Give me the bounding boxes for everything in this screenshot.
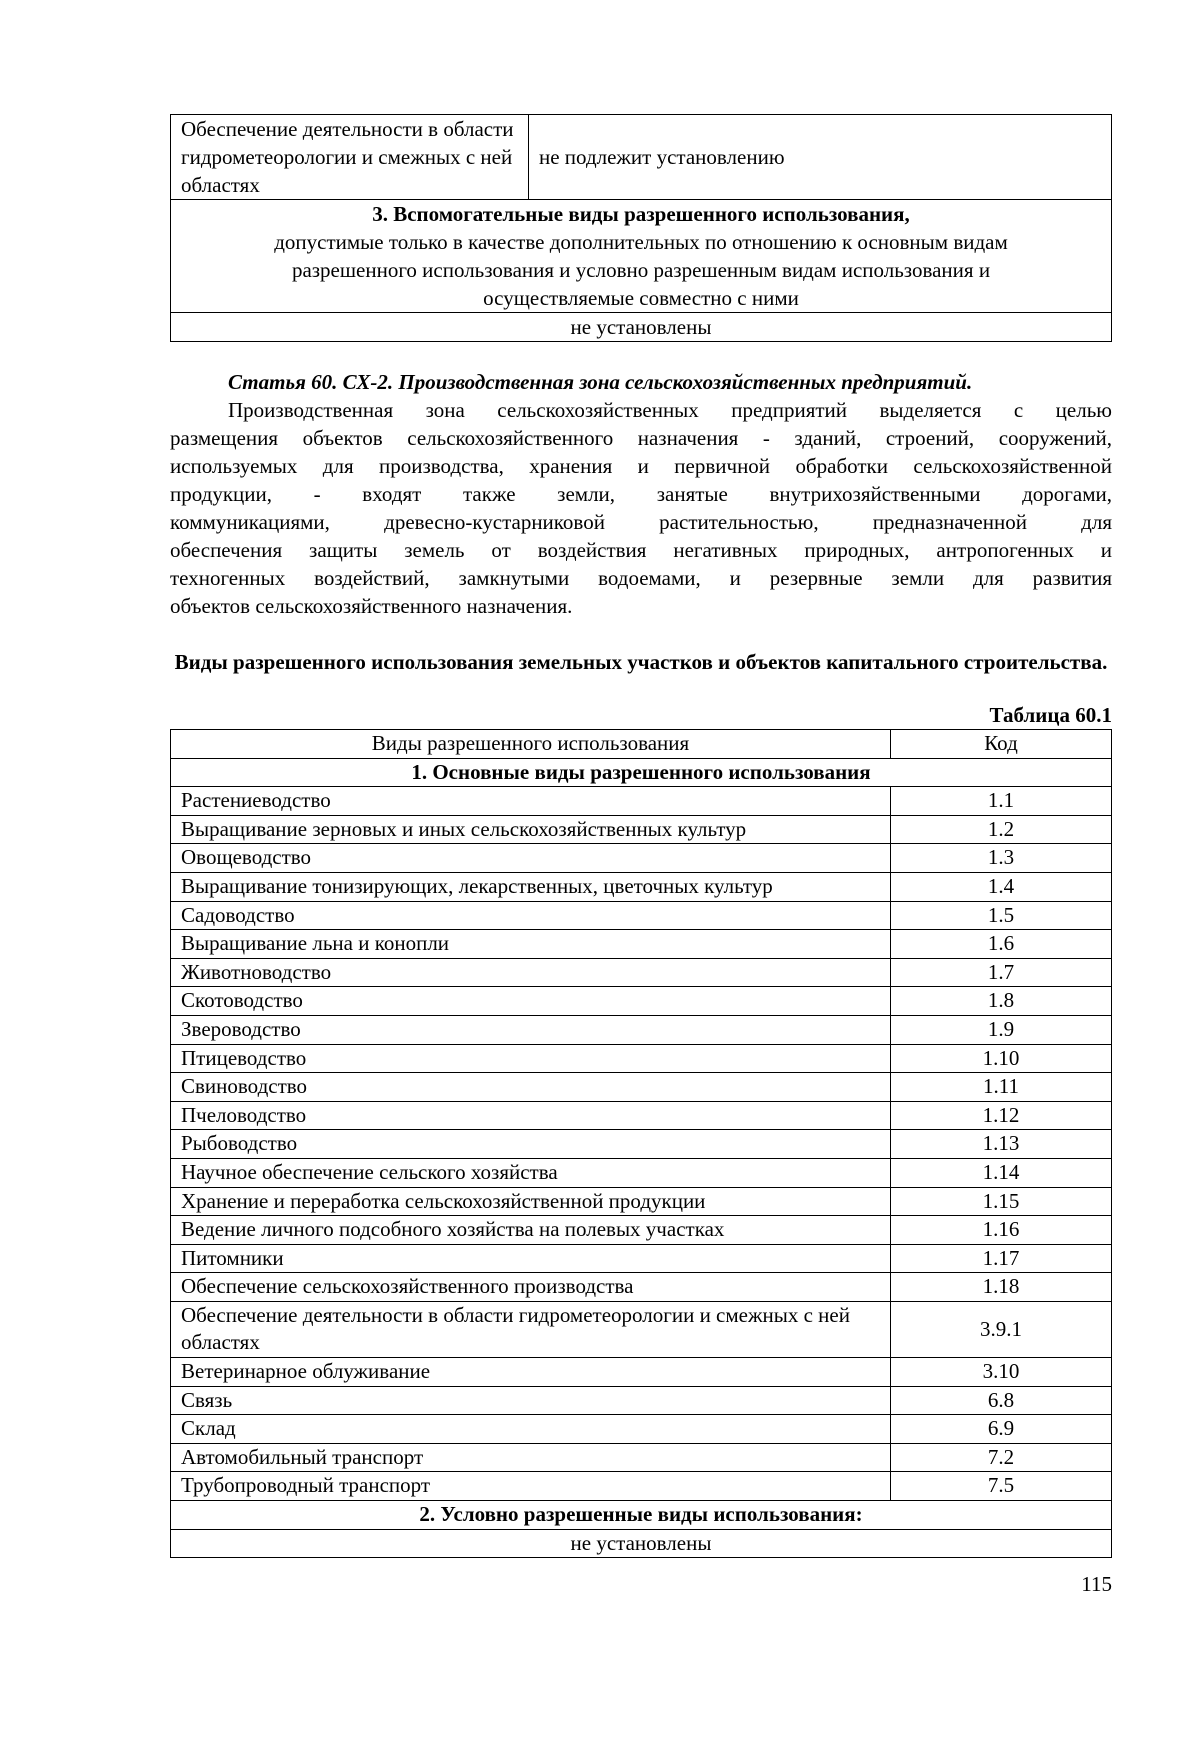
use-code: 6.8 xyxy=(891,1386,1112,1415)
table-row xyxy=(171,1216,1112,1245)
table-row xyxy=(171,1044,1112,1073)
use-name: Научное обеспечение сельского хозяйства xyxy=(171,1158,891,1187)
use-name: Ведение личного подсобного хозяйства на полевых участках xyxy=(171,1216,891,1245)
use-name: Ветеринарное облуживание xyxy=(171,1358,891,1387)
table-row xyxy=(171,987,1112,1016)
use-name: Овощеводство xyxy=(171,844,891,873)
paragraph-line: коммуникациями, древесно-кустарниковой растительностью, предназначенной для xyxy=(170,510,1112,534)
use-name: Обеспечение сельскохозяйственного производства xyxy=(171,1273,891,1302)
paragraph-line: размещения объектов сельскохозяйственного назначения - зданий, строений, сооружений, xyxy=(170,426,1112,450)
use-code: 1.16 xyxy=(891,1216,1112,1245)
use-name: Трубопроводный транспорт xyxy=(171,1472,891,1501)
section2-value: не установлены xyxy=(171,1529,1112,1558)
use-code: 1.5 xyxy=(891,901,1112,930)
use-code: 1.12 xyxy=(891,1101,1112,1130)
section1-title: 1. Основные виды разрешенного использования xyxy=(171,758,1112,787)
use-name: Садоводство xyxy=(171,901,891,930)
use-code: 7.5 xyxy=(891,1472,1112,1501)
table-row xyxy=(171,1386,1112,1415)
use-code: 3.10 xyxy=(891,1358,1112,1387)
use-code: 1.14 xyxy=(891,1158,1112,1187)
use-code: 1.1 xyxy=(891,787,1112,816)
use-name: Питомники xyxy=(171,1244,891,1273)
table-title: Виды разрешенного использования земельных участков и объектов капитального строительства. xyxy=(174,650,1108,674)
use-code: 1.10 xyxy=(891,1044,1112,1073)
table-row xyxy=(171,1244,1112,1273)
paragraph-line: объектов сельскохозяйственного назначения. xyxy=(170,594,573,618)
use-code: 7.2 xyxy=(891,1443,1112,1472)
section3-title: 3. Вспомогательные виды разрешенного использования, xyxy=(372,202,910,226)
paragraph-line: Производственная зона сельскохозяйственных предприятий выделяется с целью xyxy=(228,398,1112,422)
table-row xyxy=(171,901,1112,930)
table-row xyxy=(171,1101,1112,1130)
table-row xyxy=(171,1358,1112,1387)
use-code: 1.6 xyxy=(891,930,1112,959)
use-code: 1.18 xyxy=(891,1273,1112,1302)
top-table xyxy=(170,114,1112,342)
use-name: Свиноводство xyxy=(171,1073,891,1102)
article-heading: Статья 60. СХ-2. Производственная зона сельскохозяйственных предприятий. xyxy=(228,370,973,394)
table-row xyxy=(171,1472,1112,1501)
use-name: Животноводство xyxy=(171,958,891,987)
use-name: Звероводство xyxy=(171,1015,891,1044)
paragraph-line: обеспечения защиты земель от воздействия негативных природных, антропогенных и xyxy=(170,538,1112,562)
header-uses: Виды разрешенного использования xyxy=(171,730,891,759)
use-name: Связь xyxy=(171,1386,891,1415)
use-name: Хранение и переработка сельскохозяйственной продукции xyxy=(171,1187,891,1216)
section3-desc: допустимые только в качестве дополнительных по отношению к основным видам разрешенного использования и условно разрешенным видам использования и осуществляемые совместно с ними xyxy=(274,230,1008,310)
table-row xyxy=(171,930,1112,959)
table-row xyxy=(171,1158,1112,1187)
use-code: 1.4 xyxy=(891,872,1112,901)
page-number: 115 xyxy=(1081,1572,1112,1596)
paragraph-line: используемых для производства, хранения и первичной обработки сельскохозяйственной xyxy=(170,454,1112,478)
table-row xyxy=(171,1187,1112,1216)
table-row xyxy=(171,815,1112,844)
use-code: 3.9.1 xyxy=(891,1301,1112,1357)
table-row xyxy=(171,1273,1112,1302)
table-row xyxy=(171,787,1112,816)
section3-value: не установлены xyxy=(171,313,1112,342)
table-row xyxy=(171,844,1112,873)
use-name: Выращивание зерновых и иных сельскохозяйственных культур xyxy=(171,815,891,844)
use-code: 1.2 xyxy=(891,815,1112,844)
use-name: Автомобильный транспорт xyxy=(171,1443,891,1472)
use-code: 1.15 xyxy=(891,1187,1112,1216)
table-row xyxy=(171,1443,1112,1472)
table-label: Таблица 60.1 xyxy=(989,703,1112,727)
use-name: Скотоводство xyxy=(171,987,891,1016)
use-code: 1.8 xyxy=(891,987,1112,1016)
table-row xyxy=(171,958,1112,987)
use-name: Выращивание тонизирующих, лекарственных, цветочных культур xyxy=(171,872,891,901)
section2-title: 2. Условно разрешенные виды использования: xyxy=(171,1501,1112,1530)
table-row xyxy=(171,1130,1112,1159)
paragraph-line: техногенных воздействий, замкнутыми водоемами, и резервные земли для развития xyxy=(170,566,1112,590)
use-code: 1.11 xyxy=(891,1073,1112,1102)
table-row xyxy=(171,1415,1112,1444)
use-name: Склад xyxy=(171,1415,891,1444)
table-row xyxy=(171,1073,1112,1102)
use-code: 1.9 xyxy=(891,1015,1112,1044)
permitted-uses-table xyxy=(170,729,1112,1558)
use-name: Пчеловодство xyxy=(171,1101,891,1130)
table-row xyxy=(171,1301,1112,1357)
table-row xyxy=(171,1015,1112,1044)
use-name: Птицеводство xyxy=(171,1044,891,1073)
use-code: 1.17 xyxy=(891,1244,1112,1273)
use-code: 1.3 xyxy=(891,844,1112,873)
use-code: 1.7 xyxy=(891,958,1112,987)
header-code: Код xyxy=(891,730,1112,759)
table-row xyxy=(171,872,1112,901)
row-name: Обеспечение деятельности в области гидрометеорологии и смежных с ней областях xyxy=(171,115,529,200)
article-paragraph xyxy=(170,396,1112,620)
use-name: Рыбоводство xyxy=(171,1130,891,1159)
use-code: 6.9 xyxy=(891,1415,1112,1444)
use-name: Обеспечение деятельности в области гидрометеорологии и смежных с ней областях xyxy=(171,1301,891,1357)
use-name: Растениеводство xyxy=(171,787,891,816)
use-code: 1.13 xyxy=(891,1130,1112,1159)
use-name: Выращивание льна и конопли xyxy=(171,930,891,959)
paragraph-line: продукции, - входят также земли, занятые внутрихозяйственными дорогами, xyxy=(170,482,1112,506)
row-value: не подлежит установлению xyxy=(529,115,1112,200)
